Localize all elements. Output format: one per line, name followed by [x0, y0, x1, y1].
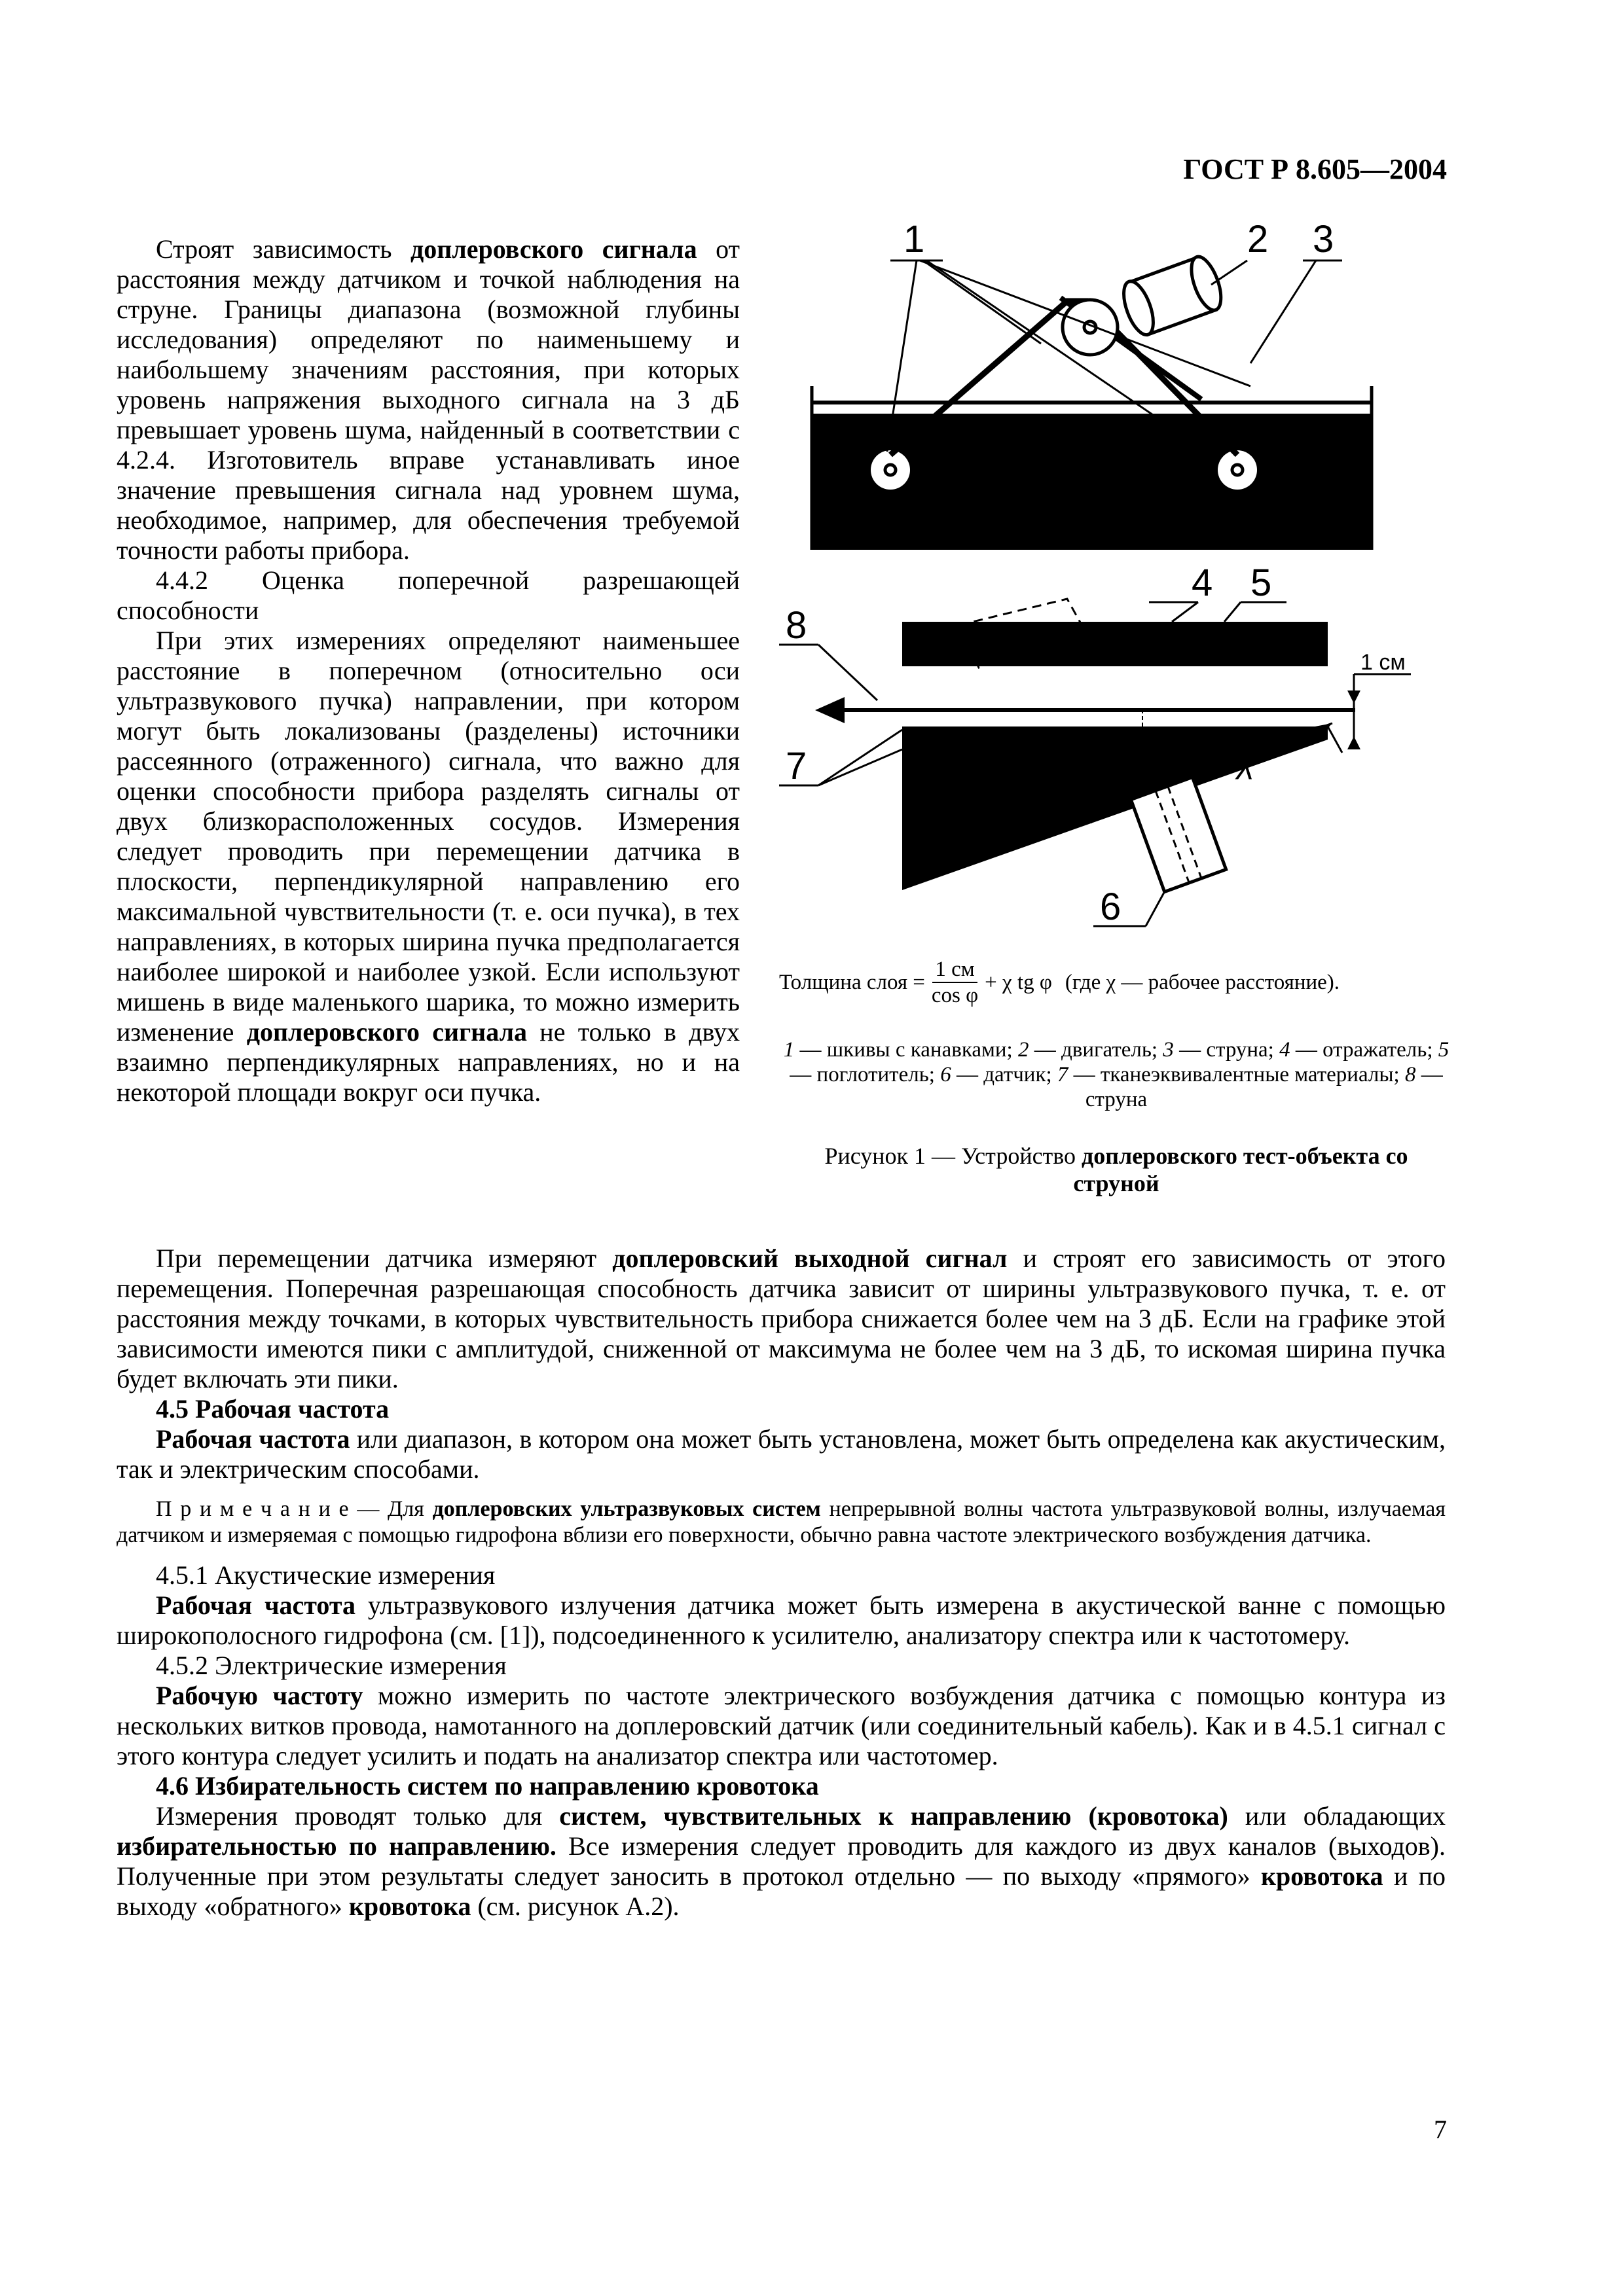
note-paragraph: П р и м е ч а н и е — Для доплеровских ультразвуковых систем непрерывной волны частота ультразвуковой волны, излучаемая датчиком и измеряемая с помощью гидрофона вблизи его поверхности, обычно равна частоте электрического возбуждения датчика. [117, 1497, 1446, 1547]
paragraph-electric: Рабочую частоту можно измерить по частоте электрического возбуждения датчика с помощью контура из нескольких витков провода, намотанного на доплеровский датчик (или соединительный кабель). Как и в 4.5.1 сигнал с этого контура следует усилить и подать на анализатор спектра или частотомер. [117, 1681, 1446, 1770]
label-2: 2 [1247, 223, 1269, 260]
paragraph-direction-selectivity: Измерения проводят только для систем, чувствительных к направлению (кровотока) или обладающих избирательностью по направлению. Все измерения следует проводить для каждого из двух каналов (выходов). Полученные при этом результаты следует заносить в протокол отдельно — по выходу «прямого» кровотока и по выходу «обратного» кровотока (см. рисунок А.2). [117, 1801, 1446, 1921]
label-7: 7 [786, 745, 807, 787]
standard-code: ГОСТ Р 8.605—2004 [1183, 153, 1447, 185]
figure-legend: 1 — шкивы с канавками; 2 — двигатель; 3 — струна; 4 — отражатель; 5 — поглотитель; 6 — датчик; 7 — тканеэквивалентные материалы; 8 — струна [783, 1038, 1450, 1111]
body-text [117, 1244, 1446, 1922]
absorber-block [902, 622, 1328, 666]
heading-4-6: 4.6 Избирательность систем по направлению кровотока [156, 1771, 819, 1801]
tissue-block [902, 726, 1328, 890]
pulley-icon [1218, 450, 1257, 490]
paragraph-operating-frequency: Рабочая частота или диапазон, в котором она может быть установлена, может быть определена как акустическим, так и электрическим способами. [117, 1424, 1446, 1484]
pulley-icon [871, 450, 910, 490]
paragraph-acoustic: Рабочая частота ультразвукового излучения датчика может быть измерена в акустической ванне с помощью широкополосного гидрофона (см. [1]), подсоединенного к усилителю, анализатору спектра или к частотомеру. [117, 1590, 1446, 1650]
heading-4-5: 4.5 Рабочая частота [156, 1394, 390, 1424]
heading-4-5-1: 4.5.1 Акустические измерения [156, 1560, 496, 1590]
label-6: 6 [1100, 886, 1122, 928]
label-3: 3 [1313, 223, 1334, 260]
tank-section [812, 223, 1372, 550]
figure-caption: Рисунок 1 — Устройство доплеровского тест-объекта со струной [824, 1143, 1408, 1196]
left-column [117, 234, 740, 1107]
string-section [779, 562, 1411, 928]
paragraph-range: Строят зависимость доплеровского сигнала от расстояния между датчиком и точкой наблюдения на струне. Границы диапазона (возможной глубины исследования) определяют по наименьшему и наибольшему значениям расстояния, при которых уровень напряжения выходного сигнала на 3 дБ превышает уровень шума, найденный в соответствии с 4.2.4. Изготовитель вправе устанавливать иное значение превышения сигнала над уровнем шума, необходимое, например, для обеспечения требуемой точности работы прибора. [117, 234, 740, 565]
page-number: 7 [1434, 2115, 1447, 2144]
fraction: 1 см cos φ [931, 958, 979, 1007]
heading-4-5-2: 4.5.2 Электрические измерения [156, 1651, 507, 1680]
transducer-icon [1131, 777, 1226, 891]
layer-thickness-formula: Толщина слоя = 1 см cos φ + χ tg φ (где χ — рабочее расстояние). [779, 958, 1340, 1007]
label-chi: χ [1237, 743, 1256, 780]
label-4: 4 [1192, 562, 1213, 604]
label-1cm: 1 см [1360, 650, 1406, 675]
doppler-test-object-diagram [779, 223, 1434, 942]
page-header [1113, 152, 1447, 186]
paragraph-lateral-resolution: При этих измерениях определяют наименьшее расстояние в поперечном (относительно оси ультразвукового пучка) направлении, при котором могут быть локализованы (разделены) источники рассеянного (отраженного) сигнала, что важно для оценки способности прибора разделять сигналы от двух близкорасположенных сосудов. Измерения следует проводить при перемещении датчика в плоскости, перпендикулярной направлению его максимальной чувствительности (т. е. оси пучка), в тех направлениях, в которых ширина пучка предполагается наиболее широкой и наиболее узкой. Если используют мишень в виде маленького шарика, то можно измерить изменение доплеровского сигнала не только в двух взаимно перпендикулярных направлениях, но и на некоторой площади вокруг оси пучка. [117, 626, 740, 1107]
label-8: 8 [786, 604, 807, 647]
label-1: 1 [903, 223, 925, 260]
label-5: 5 [1250, 562, 1272, 604]
heading-4-4-2: 4.4.2 Оценка поперечной разрешающей способности [117, 565, 740, 625]
paragraph-lateral-scan: При перемещении датчика измеряют доплеровский выходной сигнал и строят его зависимость от этого перемещения. Поперечная разрешающая способность датчика зависит от ширины ультразвукового пучка, т. е. от расстояния между точками, в которых чувствительность прибора снижается более чем на 3 дБ. Если на графике этой зависимости имеются пики с амплитудой, сниженной от максимума не более чем на 3 дБ, то искомая ширина пучка будет включать эти пики. [117, 1244, 1446, 1393]
upper-pulley-icon [1063, 300, 1118, 355]
motor-icon [1118, 253, 1227, 339]
